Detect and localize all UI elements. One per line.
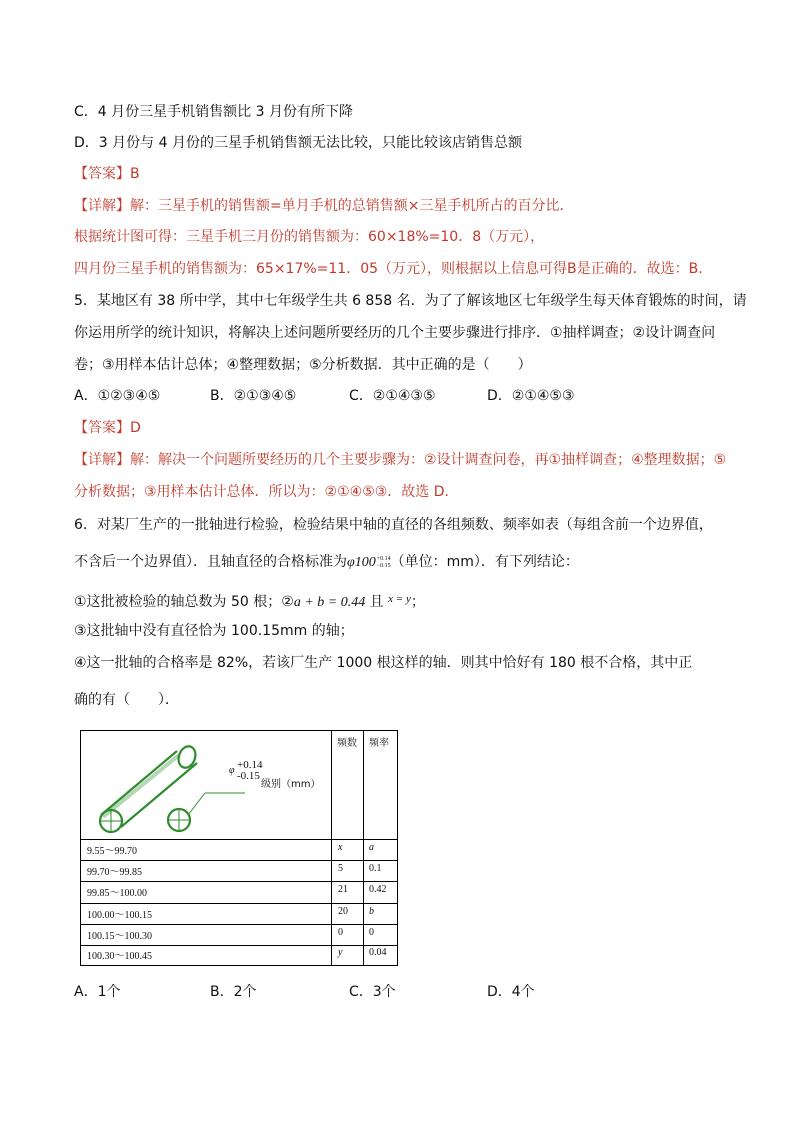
row-range: 99.85～100.00 (87, 888, 147, 899)
q6-stem-line1: 6．对某厂生产的一批轴进行检验，检验结果中轴的直径的各组频数、频率如表（每组含前一个边界值， (74, 517, 713, 533)
detail-tag: 【详解】 (74, 452, 130, 468)
detail-choice: B (567, 261, 577, 277)
q4-detail-line3 (74, 259, 703, 279)
row-range: 100.00～100.15 (87, 910, 152, 921)
row-freq: x (338, 842, 343, 853)
tolerance-upper: +0.14 (237, 759, 263, 771)
q6-expression: a + b = 0.44 (293, 595, 366, 610)
q5-answer (74, 418, 141, 438)
q6-conclusion-text: ①这批被检验的轴总数为 50 根；② (74, 594, 294, 610)
detail-text: 四月份三星手机的销售额为： (74, 261, 256, 277)
answer-tag: 【答案】 (74, 166, 130, 182)
q5-option-b: B．②①③④⑤ (210, 388, 297, 404)
answer-value: B (130, 166, 140, 182)
q4-answer (74, 164, 140, 184)
tolerance-lower: -0.15 (237, 770, 260, 782)
row-freq: 21 (338, 884, 348, 895)
q5-options (74, 386, 575, 406)
row-freq: 0 (338, 927, 343, 938)
frequency-table (80, 730, 398, 966)
tolerance-phi: φ (229, 765, 235, 776)
q6-option-c: C．3个 (349, 984, 396, 1000)
q6-expression: x = y (388, 593, 411, 605)
header-freq: 频数 (337, 738, 357, 749)
row-rate: a (369, 842, 374, 853)
q6-conclusion-3: ③这批轴中没有直径恰为 100.15mm 的轴； (74, 623, 354, 639)
row-rate: 0.42 (369, 884, 387, 895)
row-rate: 0 (369, 927, 374, 938)
detail-choice: B. (688, 261, 703, 277)
detail-steps: ②设计调查问卷，再①抽样调查；④整理数据；⑤ (424, 452, 727, 468)
row-range: 100.30～100.45 (87, 951, 152, 962)
row-range: 100.15～100.30 (87, 931, 152, 942)
q5-option-c: C．②①④③⑤ (349, 388, 436, 404)
q4-option-d: D．3 月份与 4 月份的三星手机销售额无法比较，只能比较该店销售总额 (74, 135, 522, 151)
q5-option-d: D．②①④⑤③ (487, 388, 575, 404)
detail-text: 解：解决一个问题所要经历的几个主要步骤为： (130, 452, 424, 468)
q4-detail (74, 196, 573, 216)
detail-text: 是正确的．故选： (576, 261, 689, 277)
q5-detail-line2: 分析数据；③用样本估计总体．所以为：②①④⑤③．故选 D． (74, 484, 459, 500)
row-rate: b (369, 906, 374, 917)
answer-tag: 【答案】 (74, 420, 130, 436)
answer-value: D (130, 420, 141, 436)
row-range: 99.70～99.85 (87, 867, 142, 878)
q6-stem-text: 不含后一个边界值）．且轴直径的合格标准为 (74, 554, 347, 570)
row-rate: 0.1 (369, 863, 382, 874)
row-rate: 0.04 (369, 947, 387, 958)
q5-stem-line3: 卷；③用样本估计总体；④整理数据；⑤分析数据．其中正确的是（ ） (74, 357, 532, 373)
q6-stem-text: （单位：mm）．有下列结论： (390, 554, 579, 570)
q6-option-a: A．1个 (74, 984, 121, 1000)
q6-options (74, 982, 535, 1002)
header-rate: 频率 (369, 738, 389, 749)
q5-stem-line2: 你运用所学的统计知识，将解决上述问题所要经历的几个主要步骤进行排序．①抽样调查；②设计调查问 (74, 325, 716, 341)
q6-lower-tolerance: −0.15 (376, 562, 391, 569)
q6-upper-tolerance: +0.14 (376, 555, 391, 562)
detail-calc: 65×17%=11．05（万元），则根据以上信息可得 (256, 261, 568, 277)
q5-stem-line1: 5．某地区有 38 所中学，其中七年级学生共 6 858 名．为了了解该地区七年级学生每天体育锻炼的时间，请 (74, 293, 747, 309)
q6-conclusion-4: ④这一批轴的合格率是 82%，若该厂生产 1000 根这样的轴．则其中恰好有 180 根不合格，其中正 (74, 655, 693, 671)
detail-tag: 【详解】 (74, 198, 130, 214)
q6-phi-value: φ100 (347, 555, 376, 570)
q6-option-d: D．4个 (487, 984, 535, 1000)
row-freq: y (338, 947, 343, 958)
q6-tolerance-formula (347, 555, 391, 570)
q6-conclusion-4-line2: 确的有（ ）． (74, 692, 179, 708)
row-range: 9.55～99.70 (87, 846, 137, 857)
q6-conclusion-1-2 (74, 589, 425, 613)
q6-option-b: B．2个 (210, 984, 257, 1000)
q6-conjunction: 且 (365, 594, 389, 610)
q6-stem-line2 (74, 552, 579, 573)
row-freq: 20 (338, 906, 348, 917)
q5-option-a: A．①②③④⑤ (74, 388, 161, 404)
q5-detail (74, 450, 726, 470)
q6-punct: ； (410, 594, 425, 610)
q4-option-c: C．4 月份三星手机销售额比 3 月份有所下降 (74, 104, 353, 120)
detail-text: 根据统计图可得：三星手机三月份的销售额为： (74, 229, 368, 245)
header-label: 级别（mm） (261, 779, 321, 790)
q4-detail-line2 (74, 227, 544, 247)
detail-calc: 60×18%=10．8（万元）， (368, 229, 545, 245)
row-freq: 5 (338, 863, 343, 874)
detail-text: 解：三星手机的销售额=单月手机的总销售额×三星手机所占的百分比． (130, 198, 574, 214)
